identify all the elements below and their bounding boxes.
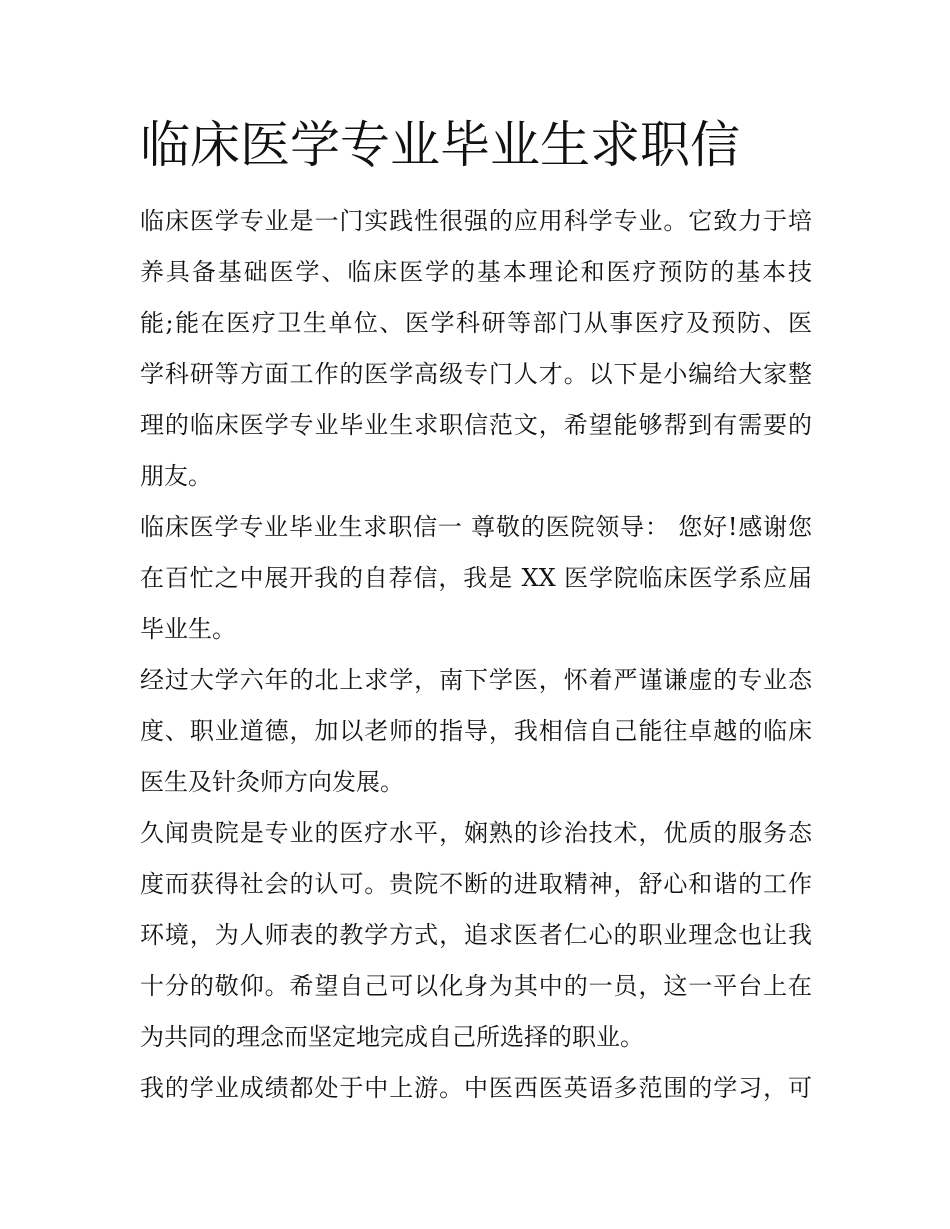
text-line: 临床医学专业毕业生求职信一 尊敬的医院领导： 您好!感谢您 [140, 513, 812, 541]
text-line: 朋友。 [140, 462, 212, 490]
text-line: 在百忙之中展开我的自荐信，我是 XX 医学院临床医学系应届 [140, 564, 812, 592]
text-line: 养具备基础医学、临床医学的基本理论和医疗预防的基本技 [140, 258, 812, 286]
text-line: 度、职业道德，加以老师的指导，我相信自己能往卓越的临床 [140, 717, 812, 745]
text-line: 久闻贵院是专业的医疗水平，娴熟的诊治技术，优质的服务态 [140, 819, 812, 847]
text-line: 医生及针灸师方向发展。 [140, 768, 404, 796]
text-line: 经过大学六年的北上求学，南下学医，怀着严谨谦虚的专业态 [140, 666, 812, 694]
text-line: 理的临床医学专业毕业生求职信范文，希望能够帮到有需要的 [140, 411, 812, 439]
text-line: 我的学业成绩都处于中上游。中医西医英语多范围的学习，可 [140, 1074, 812, 1102]
text-line: 学科研等方面工作的医学高级专门人才。以下是小编给大家整 [140, 360, 812, 388]
text-line: 能;能在医疗卫生单位、医学科研等部门从事医疗及预防、医 [140, 309, 812, 337]
text-line: 为共同的理念而坚定地完成自己所选择的职业。 [140, 1023, 644, 1051]
text-line: 环境，为人师表的教学方式，追求医者仁心的职业理念也让我 [140, 921, 812, 949]
document-body [140, 196, 812, 1114]
text-line: 临床医学专业是一门实践性很强的应用科学专业。它致力于培 [140, 207, 812, 235]
text-line: 度而获得社会的认可。贵院不断的进取精神，舒心和谐的工作 [140, 870, 812, 898]
text-line: 十分的敬仰。希望自己可以化身为其中的一员，这一平台上在 [140, 972, 812, 1000]
text-line: 毕业生。 [140, 615, 236, 643]
document-title: 临床医学专业毕业生求职信 [140, 116, 740, 174]
